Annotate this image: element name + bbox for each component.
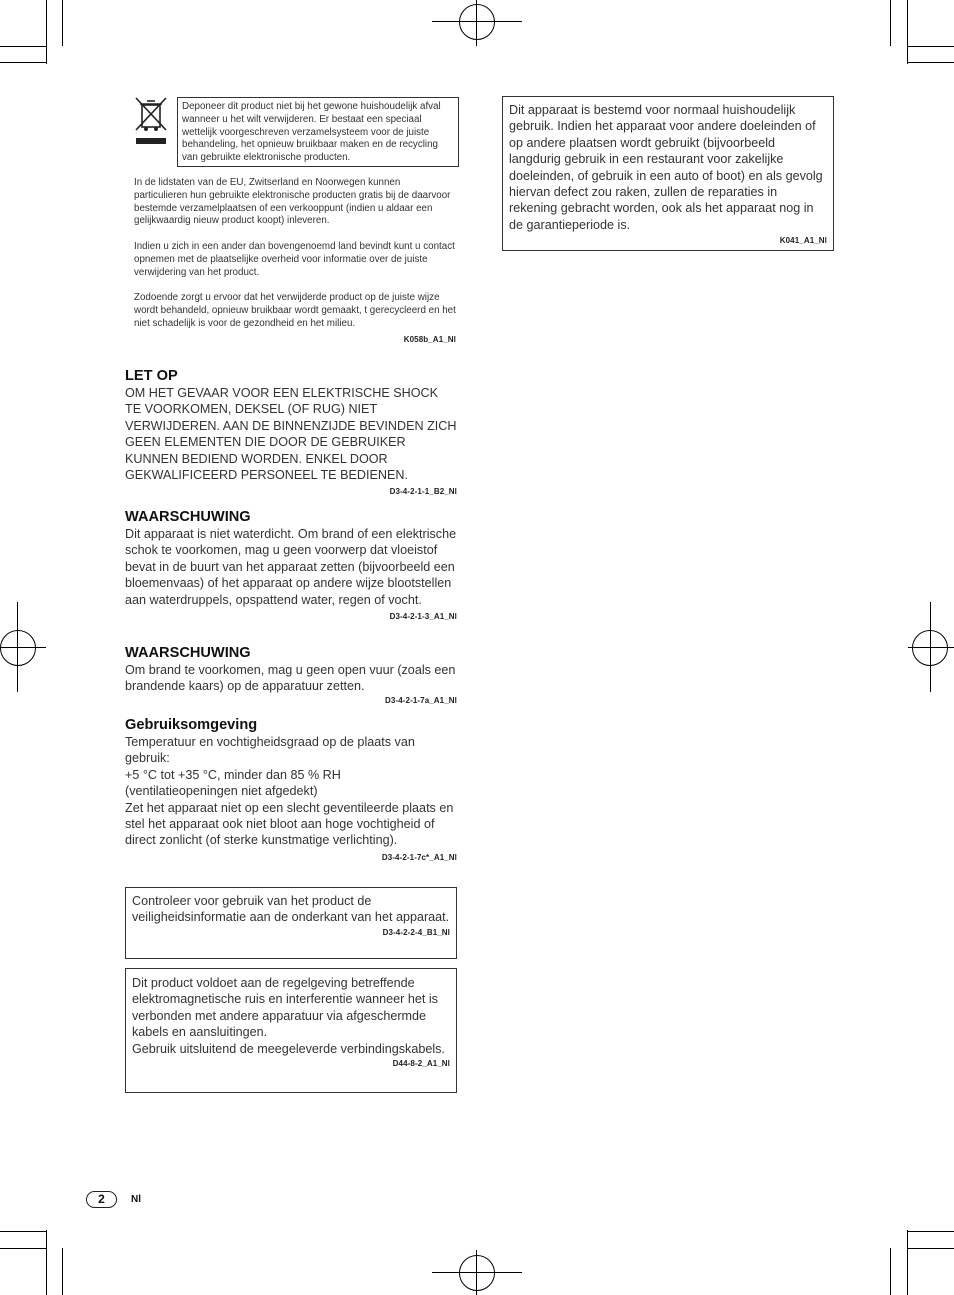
environment-section [125,717,457,863]
weee-paragraph-2: Indien u zich in een ander dan bovengenoemd land bevindt kunt u contact opnemen met de plaatselijke overheid voor informatie over de juiste verwijdering van het product. [134,240,455,278]
weee-paragraph-1: In de lidstaten van de EU, Zwitserland en Noorwegen kunnen particulieren hun gebruikte elektronische producten gratis bij de daarvoor bestemde verzamelplaatsen of een verkooppunt (indien u aldaar een gelijkwaardig nieuw product koopt) inleveren. [134,177,451,227]
emc-text-2: Gebruik uitsluitend de meegeleverde verbindingskabels. [132,1041,445,1056]
warning-water-text: Dit apparaat is niet waterdicht. Om brand of een elektrische schok te voorkomen, mag u geen voorwerp dat vloeistof bevat in de buurt van het apparaat zetten (bijvoorbeeld een bloemenvaas) of het apparaat op andere wijze blootstellen aan waterdruppels, opspattend water, regen of vocht. [125,527,457,607]
warning-water-heading: WAARSCHUWING [125,509,251,525]
warning-water-section [125,509,457,622]
environment-code: D3-4-2-1-7c*_A1_Nl [381,852,457,862]
warning-water-code: D3-4-2-1-3_A1_Nl [389,612,457,622]
language-code: Nl [131,1194,141,1205]
environment-heading: Gebruiksomgeving [125,717,258,733]
weee-code: K058b_A1_Nl [403,334,456,344]
let-op-code: D3-4-2-1-1_B2_Nl [389,487,457,497]
warning-fire-heading: WAARSCHUWING [125,645,251,661]
weee-notice-text: Deponeer dit product niet bij het gewone huishoudelijk afval wanneer u het wilt verwijderen. Er bestaat een speciaal wettelijk voorgeschreven verzamelsysteem voor de juiste behandeling, het opnieuw bruikbaar maken en de recycling van gebruikte elektronische producten. [182,101,441,164]
emc-box [125,968,457,1093]
warning-fire-section [125,645,457,706]
let-op-section [125,368,457,497]
household-use-box [502,96,834,251]
environment-line-2: +5 °C tot +35 °C, minder dan 85 % RH (ventilatieopeningen niet afgedekt) [125,767,341,799]
warning-fire-code: D3-4-2-1-7a_A1_Nl [385,695,457,705]
weee-paragraph-3: Zodoende zorgt u ervoor dat het verwijderde product op de juiste wijze wordt behandeld, opnieuw bruikbaar wordt gemaakt, t gerecycleerd en het niet schadelijk is voor de gezondheid en het milieu. [134,292,456,329]
page-number-badge [86,1191,117,1208]
weee-section [134,177,456,345]
crossed-out-bin-icon [133,96,169,148]
emc-code: D44-8-2_A1_Nl [392,1059,450,1069]
environment-line-3: Zet het apparaat niet op een slecht geventileerde plaats en stel het apparaat ook niet bloot aan hoge vochtigheid of direct zonlicht (of sterke kunstmatige verlichting). [125,800,454,848]
household-use-code: K041_A1_Nl [779,236,827,246]
household-use-text: Dit apparaat is bestemd voor normaal huishoudelijk gebruik. Indien het apparaat voor andere doeleinden of op andere plaatsen wordt gebruikt (bijvoorbeeld langdurig gebruik in een restaurant voor zakelijke doeleinden, of gebruik in een auto of boot) en als gevolg hiervan defect zou raken, zullen de reparaties in rekening gebracht worden, ook als het apparaat nog in de garantieperiode is. [509,103,823,232]
emc-text-1: Dit product voldoet aan de regelgeving betreffende elektromagnetische ruis en interferentie wanneer het is verbonden met andere apparatuur via afgeschermde kabels en aansluitingen. [132,976,438,1040]
page-number: 2 [98,1192,105,1206]
environment-line-1: Temperatuur en vochtigheidsgraad op de plaats van gebruik: [125,735,415,766]
safety-info-box [125,887,457,959]
safety-info-code: D3-4-2-2-4_B1_Nl [382,927,450,937]
let-op-text: OM HET GEVAAR VOOR EEN ELEKTRISCHE SHOCK TE VOORKOMEN, DEKSEL (OF RUG) NIET VERWIJDEREN. AAN DE BINNENZIJDE BEVINDEN ZICH GEEN ELEMENTEN DIE DOOR DE GEBRUIKER KUNNEN BEDIEND WORDEN. ENKEL DOOR GEKWALIFICEERD PERSONEEL TE BEDIENEN. [125,386,457,483]
warning-fire-text: Om brand te voorkomen, mag u geen open vuur (zoals een brandende kaars) op de apparatuur zetten. [125,663,456,694]
weee-notice-box [177,97,459,167]
safety-info-text: Controleer voor gebruik van het product de veiligheidsinformatie aan de onderkant van het apparaat. [132,894,450,925]
let-op-heading: LET OP [125,368,178,384]
